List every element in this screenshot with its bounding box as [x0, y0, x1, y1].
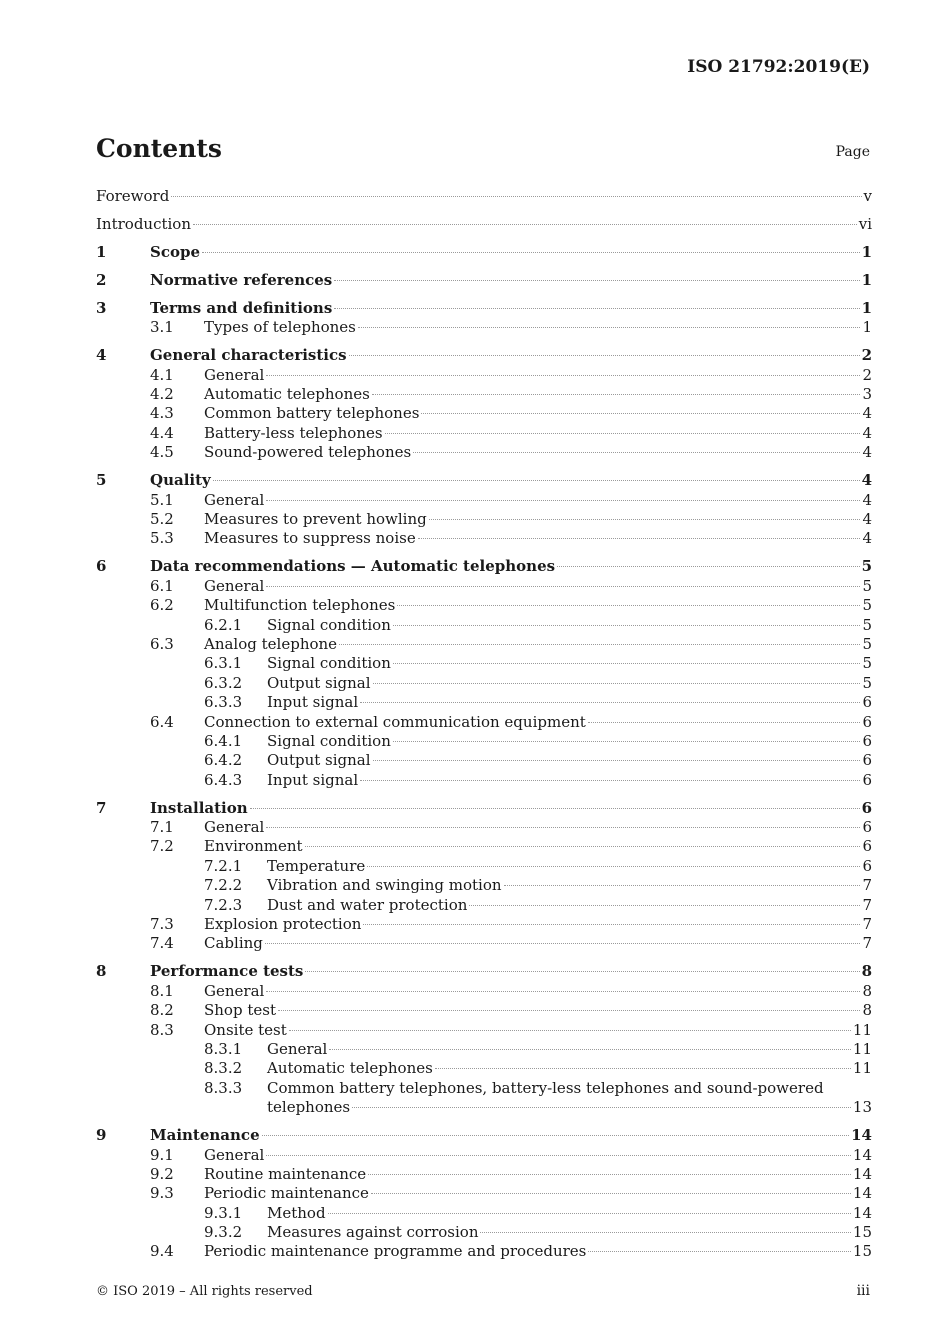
toc-entry-page: 3	[862, 385, 872, 404]
toc-leader-dots	[266, 585, 860, 587]
toc-entry-title: Common battery telephones, battery-less telephones and sound-powered	[267, 1078, 824, 1097]
toc-entry-number: 3	[96, 298, 107, 317]
toc-entry-title: Automatic telephones	[204, 385, 370, 404]
document-id: ISO 21792:2019(E)	[687, 57, 870, 77]
toc-entry-number: 8.2	[150, 1001, 174, 1020]
toc-entry-title: General characteristics	[150, 346, 347, 365]
toc-entry-number: 5.1	[150, 490, 174, 509]
toc-entry[interactable]	[96, 1021, 872, 1040]
toc-entry-page: 14	[852, 1184, 872, 1203]
toc-entry-title: Signal condition	[267, 731, 391, 750]
toc-entry-number: 6.4.2	[204, 751, 243, 770]
toc-entry[interactable]	[96, 654, 872, 673]
toc-entry-title: Method	[267, 1203, 326, 1222]
toc-entry-number: 6.4	[150, 712, 174, 731]
toc-entry-page: 5	[862, 615, 872, 634]
toc-leader-dots	[329, 1048, 851, 1050]
toc-leader-dots	[480, 1231, 850, 1233]
toc-entry-number: 8.3.3	[204, 1078, 243, 1097]
toc-entry[interactable]	[96, 818, 872, 837]
toc-entry-page: 8	[861, 962, 872, 981]
toc-entry-number: 9.3.1	[204, 1203, 243, 1222]
toc-entry-title: Onsite test	[204, 1020, 287, 1039]
toc-leader-dots	[266, 499, 860, 501]
toc-entry-page: 6	[862, 856, 872, 875]
toc-entry-page: 4	[861, 471, 872, 490]
toc-entry-page: 5	[862, 596, 872, 615]
toc-entry[interactable]	[96, 616, 872, 635]
toc-entry-number: 8	[96, 962, 107, 981]
toc-entry-title: Measures to suppress noise	[204, 529, 416, 548]
toc-leader-dots	[371, 1192, 851, 1194]
toc-entry-title: Terms and definitions	[150, 298, 333, 317]
toc-entry-number: 7.3	[150, 915, 174, 934]
toc-entry-page: v	[863, 187, 872, 205]
toc-leader-dots	[266, 990, 860, 992]
toc-entry-page: 6	[862, 712, 872, 731]
toc-leader-dots	[557, 565, 859, 567]
toc-entry-number: 4.3	[150, 404, 174, 423]
toc-entry-title: Installation	[150, 798, 248, 817]
toc-entry-page: 6	[862, 693, 872, 712]
toc-entry-title: Maintenance	[150, 1126, 260, 1145]
toc-entry-title: Temperature	[267, 856, 366, 875]
toc-entry-page: 5	[862, 576, 872, 595]
toc-entry-page: 1	[861, 298, 872, 317]
toc-entry-number: 7.2.3	[204, 895, 243, 914]
toc-entry[interactable]	[96, 596, 872, 615]
toc-leader-dots	[469, 904, 860, 906]
toc-entry[interactable]	[96, 318, 872, 337]
toc-leader-dots	[328, 1212, 851, 1214]
toc-entry[interactable]	[96, 1079, 872, 1118]
toc-leader-dots	[393, 740, 861, 742]
toc-entry[interactable]	[96, 934, 872, 953]
toc-entry-page: 8	[862, 981, 872, 1000]
toc-entry-title: Routine maintenance	[204, 1164, 367, 1183]
toc-leader-dots	[373, 759, 861, 761]
toc-entry[interactable]	[96, 982, 872, 1001]
toc-entry-number: 6.3.1	[204, 654, 243, 673]
toc-entry-title: Connection to external communication equipment	[204, 712, 586, 731]
toc-entry-page: 6	[861, 798, 872, 817]
toc-entry-page: 11	[852, 1039, 872, 1058]
toc-entry-page: 7	[862, 915, 872, 934]
toc-leader-dots	[202, 251, 860, 253]
toc-leader-dots	[363, 923, 860, 925]
toc-entry-title: General	[204, 576, 265, 595]
toc-entry-title: Foreword	[96, 187, 170, 205]
toc-entry-number: 7.2.2	[204, 876, 243, 895]
toc-entry-page: vi	[858, 214, 872, 233]
toc-leader-dots	[397, 604, 860, 606]
toc-entry-title: General	[204, 365, 265, 384]
toc-entry-number: 7.2.1	[204, 856, 243, 875]
toc-entry-title: Environment	[204, 837, 303, 856]
toc-entry-number: 7.1	[150, 818, 174, 837]
toc-entry-number: 6.2	[150, 596, 174, 615]
toc-entry[interactable]	[96, 1242, 872, 1261]
toc-leader-dots	[360, 701, 860, 703]
toc-entry[interactable]	[96, 510, 872, 529]
toc-entry-title: Output signal	[267, 673, 371, 692]
toc-entry-title: Introduction	[96, 214, 191, 233]
toc-entry-number: 6.4.1	[204, 731, 243, 750]
toc-entry[interactable]	[96, 1165, 872, 1184]
toc-entry[interactable]	[96, 404, 872, 423]
toc-entry-page: 6	[862, 818, 872, 837]
toc-entry-number: 6.3.2	[204, 673, 243, 692]
toc-leader-dots	[266, 826, 860, 828]
toc-entry[interactable]	[96, 577, 872, 596]
toc-entry-page: 6	[862, 731, 872, 750]
toc-entry-page: 4	[862, 423, 872, 442]
toc-entry-number: 9.3	[150, 1184, 174, 1203]
toc-entry-page: 8	[862, 1001, 872, 1020]
toc-leader-dots	[339, 643, 860, 645]
toc-entry-number: 5.2	[150, 510, 174, 529]
toc-leader-dots	[262, 1134, 850, 1136]
toc-entry[interactable]	[96, 799, 872, 818]
toc-entry-title: General	[204, 818, 265, 837]
toc-entry-title: Vibration and swinging motion	[267, 876, 502, 895]
toc-entry-page: 14	[852, 1203, 872, 1222]
toc-entry[interactable]	[96, 346, 872, 365]
toc-leader-dots	[435, 1067, 851, 1069]
toc-entry[interactable]	[96, 187, 872, 206]
toc-entry-number: 9	[96, 1126, 107, 1145]
toc-entry[interactable]	[96, 299, 872, 318]
toc-entry[interactable]	[96, 1146, 872, 1165]
toc-entry-page: 6	[862, 751, 872, 770]
toc-entry-number: 9.1	[150, 1145, 174, 1164]
toc-entry-page: 11	[852, 1059, 872, 1078]
toc-entry[interactable]	[96, 491, 872, 510]
toc-leader-dots	[266, 374, 860, 376]
toc-entry-title: Multifunction telephones	[204, 596, 396, 615]
toc-entry-number: 5	[96, 471, 107, 490]
toc-entry-title: Analog telephone	[204, 634, 338, 653]
toc-entry-title: Periodic maintenance programme and procedures	[204, 1242, 587, 1261]
toc-entry-page: 4	[862, 510, 872, 529]
toc-entry-page: 1	[861, 242, 872, 261]
toc-entry[interactable]	[96, 424, 872, 443]
toc-entry-number: 5.3	[150, 529, 174, 548]
toc-entry[interactable]	[96, 471, 872, 490]
toc-entry-page: 11	[852, 1020, 872, 1039]
toc-leader-dots	[368, 1173, 851, 1175]
toc-leader-dots	[373, 682, 861, 684]
toc-entry-number: 7.4	[150, 934, 174, 953]
toc-entry-number: 6.2.1	[204, 615, 243, 634]
toc-entry-title: Shop test	[204, 1001, 276, 1020]
toc-leader-dots	[266, 1154, 851, 1156]
toc-entry-title: General	[267, 1039, 328, 1058]
toc-entry[interactable]	[96, 271, 872, 290]
toc-entry[interactable]	[96, 713, 872, 732]
toc-entry[interactable]	[96, 837, 872, 856]
toc-entry-title: Periodic maintenance	[204, 1184, 369, 1203]
toc-entry-title: Cabling	[204, 934, 263, 953]
toc-entry-page: 2	[861, 346, 872, 365]
toc-entry-page: 7	[862, 934, 872, 953]
toc-entry-title: Output signal	[267, 751, 371, 770]
toc-entry-page: 14	[852, 1164, 872, 1183]
toc-entry-title: Types of telephones	[204, 318, 356, 337]
toc-entry-number: 2	[96, 270, 107, 289]
toc-entry-number: 1	[96, 242, 107, 261]
toc-entry[interactable]	[96, 1204, 872, 1223]
toc-entry-number: 4.5	[150, 443, 174, 462]
toc-entry-page: 5	[862, 673, 872, 692]
page-title: Contents	[96, 134, 223, 163]
toc-entry[interactable]	[96, 635, 872, 654]
toc-entry-title: Measures against corrosion	[267, 1223, 479, 1242]
toc-entry-page: 4	[862, 529, 872, 548]
toc-entry-page: 1	[861, 270, 872, 289]
toc-entry-page: 7	[862, 876, 872, 895]
toc-entry-number: 6.1	[150, 576, 174, 595]
toc-leader-dots	[367, 865, 860, 867]
toc-entry[interactable]	[96, 215, 872, 234]
toc-entry-title: Data recommendations — Automatic telephones	[150, 557, 556, 576]
toc-entry-page: 4	[862, 443, 872, 462]
toc-entry[interactable]	[96, 771, 872, 790]
toc-entry-number: 4.4	[150, 423, 174, 442]
toc-entry-page: 15	[852, 1242, 872, 1261]
toc-entry-page: 14	[851, 1126, 872, 1145]
toc-entry[interactable]	[96, 896, 872, 915]
toc-entry-number: 6.4.3	[204, 770, 243, 789]
toc-entry[interactable]	[96, 443, 872, 462]
toc-entry-title: Measures to prevent howling	[204, 510, 427, 529]
toc-entry-number: 9.3.2	[204, 1223, 243, 1242]
toc-entry-page: 15	[852, 1223, 872, 1242]
toc-entry[interactable]	[96, 1184, 872, 1203]
toc-entry-number: 4.1	[150, 365, 174, 384]
toc-entry-title: Normative references	[150, 270, 333, 289]
toc-entry-page: 5	[862, 654, 872, 673]
toc-entry-number: 8.3.2	[204, 1059, 243, 1078]
page-column-label: Page	[835, 144, 870, 160]
toc-entry-page: 7	[862, 895, 872, 914]
table-of-contents	[96, 187, 872, 1262]
toc-leader-dots	[265, 942, 861, 944]
toc-entry[interactable]	[96, 732, 872, 751]
toc-entry-title: Battery-less telephones	[204, 423, 383, 442]
toc-entry[interactable]	[96, 1059, 872, 1078]
toc-entry-number: 8.3.1	[204, 1039, 243, 1058]
toc-entry-number: 6	[96, 557, 107, 576]
page-number: iii	[856, 1283, 870, 1299]
toc-leader-dots	[349, 354, 860, 356]
toc-leader-dots	[171, 195, 861, 197]
toc-leader-dots	[193, 223, 857, 225]
toc-entry-page: 1	[862, 318, 872, 337]
toc-entry-title: Input signal	[267, 693, 359, 712]
toc-entry-title: Signal condition	[267, 654, 391, 673]
toc-entry-number: 7.2	[150, 837, 174, 856]
toc-leader-dots	[213, 479, 860, 481]
toc-leader-dots	[305, 970, 859, 972]
toc-leader-dots	[360, 779, 860, 781]
toc-entry[interactable]	[96, 1126, 872, 1145]
toc-entry-title: Explosion protection	[204, 915, 362, 934]
toc-leader-dots	[278, 1009, 860, 1011]
toc-entry-page: 5	[862, 634, 872, 653]
toc-leader-dots	[358, 326, 861, 328]
toc-leader-dots	[413, 451, 860, 453]
toc-entry-page: 4	[862, 404, 872, 423]
toc-leader-dots	[352, 1106, 851, 1108]
toc-entry-title: Input signal	[267, 770, 359, 789]
toc-entry[interactable]	[96, 385, 872, 404]
toc-entry[interactable]	[96, 366, 872, 385]
toc-entry-title: General	[204, 981, 265, 1000]
toc-leader-dots	[250, 807, 860, 809]
toc-entry[interactable]	[96, 1223, 872, 1242]
toc-entry-number: 6.3.3	[204, 693, 243, 712]
toc-leader-dots	[504, 884, 861, 886]
toc-entry-page: 4	[862, 490, 872, 509]
toc-leader-dots	[372, 393, 861, 395]
toc-entry[interactable]	[96, 962, 872, 981]
toc-entry[interactable]	[96, 751, 872, 770]
toc-entry-number: 4	[96, 346, 107, 365]
copyright-notice: © ISO 2019 – All rights reserved	[96, 1284, 313, 1299]
toc-entry-page: 2	[862, 365, 872, 384]
toc-entry-page: 5	[861, 557, 872, 576]
toc-entry[interactable]	[96, 693, 872, 712]
toc-entry-number: 7	[96, 798, 107, 817]
toc-leader-dots	[588, 721, 861, 723]
toc-entry[interactable]	[96, 876, 872, 895]
toc-leader-dots	[429, 518, 861, 520]
toc-entry-title: Performance tests	[150, 962, 304, 981]
toc-entry-number: 6.3	[150, 634, 174, 653]
toc-entry-title: Automatic telephones	[267, 1059, 433, 1078]
toc-entry-title: General	[204, 490, 265, 509]
toc-entry[interactable]	[96, 857, 872, 876]
toc-entry-number: 9.4	[150, 1242, 174, 1261]
toc-entry[interactable]	[96, 1001, 872, 1020]
toc-leader-dots	[334, 307, 859, 309]
toc-entry-number: 9.2	[150, 1164, 174, 1183]
toc-entry-title: Sound-powered telephones	[204, 443, 412, 462]
toc-entry-title: Dust and water protection	[267, 895, 468, 914]
toc-entry-title: Common battery telephones	[204, 404, 420, 423]
toc-entry-page: 6	[862, 770, 872, 789]
toc-entry[interactable]	[96, 674, 872, 693]
toc-entry-number: 4.2	[150, 385, 174, 404]
toc-entry-page: 13	[852, 1098, 872, 1117]
toc-entry[interactable]	[96, 243, 872, 262]
toc-leader-dots	[421, 412, 860, 414]
toc-leader-dots	[289, 1029, 851, 1031]
toc-entry-number: 3.1	[150, 318, 174, 337]
toc-leader-dots	[393, 662, 861, 664]
toc-leader-dots	[588, 1250, 851, 1252]
toc-entry-page: 6	[862, 837, 872, 856]
toc-entry[interactable]	[96, 915, 872, 934]
toc-entry-title: Scope	[150, 242, 201, 261]
toc-entry-title: General	[204, 1145, 265, 1164]
toc-leader-dots	[385, 432, 861, 434]
toc-entry-title-continued: telephones	[267, 1098, 351, 1117]
toc-entry[interactable]	[96, 557, 872, 576]
toc-entry-page: 14	[852, 1145, 872, 1164]
toc-entry[interactable]	[96, 529, 872, 548]
toc-entry[interactable]	[96, 1040, 872, 1059]
toc-leader-dots	[393, 624, 861, 626]
toc-entry-title: Quality	[150, 471, 211, 490]
toc-leader-dots	[305, 845, 861, 847]
toc-entry-number: 8.3	[150, 1020, 174, 1039]
toc-entry-number: 8.1	[150, 981, 174, 1000]
toc-leader-dots	[418, 537, 861, 539]
toc-entry-title: Signal condition	[267, 615, 391, 634]
toc-leader-dots	[334, 279, 859, 281]
